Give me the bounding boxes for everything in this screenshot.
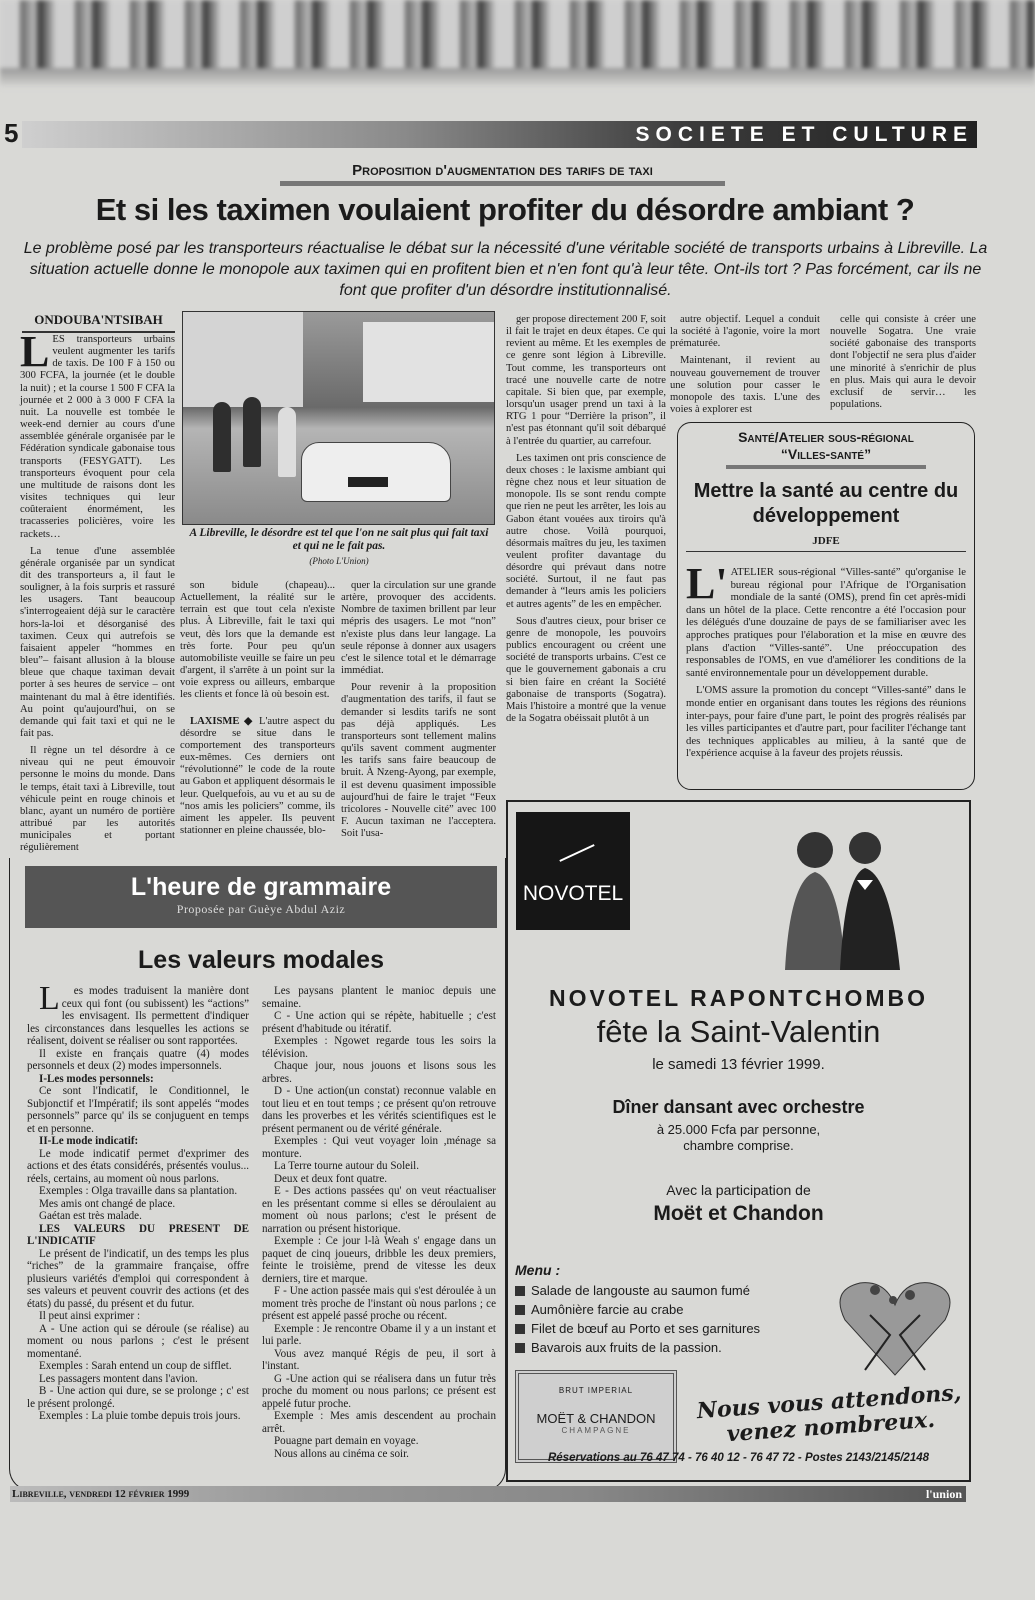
paragraph: Exemples : La pluie tombe depuis trois jours.	[39, 1410, 241, 1422]
menu-item: Bavarois aux fruits de la passion.	[515, 1340, 722, 1355]
paragraph: Gaétan est très malade.	[39, 1210, 142, 1222]
ad-participation: Avec la participation de	[666, 1182, 811, 1198]
ad-slogan: Nous vous attendons, venez nombreux.	[696, 1379, 963, 1448]
ad-dinner: Dîner dansant avec orchestre	[612, 1097, 865, 1117]
ad-price: à 25.000 Fcfa par personne,	[656, 1122, 821, 1137]
paragraph: Les modes traduisent la manière dont ceux qui font (ou subissent) les “actions” les envisagent. Ils permettent d'indiquer les circonstances dans lesquelles les actions se réalisent, doivent se réaliser ou sont rapportées.	[27, 980, 249, 1047]
paragraph: Il peut ainsi exprimer :	[39, 1310, 141, 1322]
menu-item: Aumônière farcie au crabe	[515, 1302, 683, 1317]
paragraph: ger propose directement 200 F, soit il fait le trajet en deux étapes. Ce qui revient au même. Et les exemples de ce genre sont légion à Libreville. Tout comme, les transporteurs ont tracé une nouvelle carte de notre capitale. Si bien que, par exemple, lorsqu'un usager prend un taxi à la RTG 1 pour “Derrière la prison”, il n'est pas étonnant qu'il soit débarqué à l'entrée du quartier, au carrefour.	[506, 314, 666, 447]
subhead-laxisme: LAXISME ◆	[190, 715, 255, 727]
article-column-3	[341, 580, 496, 845]
ad-price-note: chambre comprise.	[683, 1138, 794, 1153]
article-kicker: Proposition d'augmentation des tarifs de taxi	[280, 162, 725, 186]
paragraph: quer la circulation sur une grande artère, provoquer des accidents. Nombre de taximen brillent par leur mépris des usagers. Le mot “non” n'existe plus dans leur langage. La seule réponse à donner aux usagers c'est le silence total et le démarrage immédiat.	[341, 580, 496, 677]
paragraph: Nous allons au cinéma ce soir.	[274, 1447, 409, 1460]
article-column-1	[20, 327, 175, 860]
photo-credit: (Photo L'Union)	[309, 556, 369, 566]
paragraph: Les taximen ont pris conscience de deux choses : le laxisme ambiant qui règne chez nous et leur situation de monopole. Ils se sont rendu compte que rien ne peut les arrêter, les lois au Gabon étant vouées aux tiroirs qu'à autre chose. Voilà pourquoi, désormais maîtres du jeu, les taximen veulent profiter davantage du désordre qui prévaut dans notre société. Surtout, il ne faut pas demander à “leurs amis les policiers et autres agents” de les en empêcher.	[506, 452, 666, 610]
paragraph: L'ATELIER sous-régional “Villes-santé” qu'organise le bureau régional pour l'Afrique de l'Organisation mondiale de la santé (OMS), prend fin cet après-midi dans un hôtel de la place. Cette rencontre a été l'occasion pour les délégués d'une douzaine de pays de se familiariser avec les approches pratiques pour l'élaboration et la mise en œuvre des plans d'action “Villes-santé”. Une préoccupation des responsables de l'OMS, en vue d'améliorer les conditions de la santé environnementale pour un développement durable.	[686, 559, 966, 679]
paragraph: Les paysans plantent le manioc depuis une semaine.	[262, 985, 496, 1010]
paragraph: G -Une action qui se réalisera dans un futur très proche du moment ou nous parlons; ce présent est appelé futur proche.	[262, 1372, 496, 1410]
paragraph: I-Les modes personnels:	[39, 1072, 154, 1085]
paragraph: celle qui consiste à créer une nouvelle Sogatra. Une vraie société gabonaise des transports dont l'objectif ne sera plus d'aider une minorité à s'enrichir de plus en plus. Mais qui aura le devoir exclusif de servir… les populations.	[830, 314, 976, 411]
paragraph: Le présent de l'indicatif, un des temps les plus “riches” de la grammaire française, offre plusieurs variétés d'emploi qui correspondent à ses valeurs et peuvent couvrir des actions (et des états) du passé, du présent et du futur.	[27, 1247, 249, 1310]
novotel-logo: NOVOTEL	[516, 812, 630, 930]
grammar-title: L'heure de grammaire	[130, 873, 392, 901]
scan-edge	[0, 0, 1035, 78]
paragraph: Sous d'autres cieux, pour briser ce genre de monopole, les pouvoirs publics encouragent ou créent une société de transports urbains. C'est ce que le gouvernement gabonais a cru si bien faire en créant la Société gabonaise de transports (Sogatra). Mais l'histoire a montré que la venue de la Sogatra obéissait plutôt à un	[506, 615, 666, 724]
paragraph: Il règne un tel désordre à ce niveau qui ne peut émouvoir personne le moins du monde. Dans le temps, était taxi à Libreville, tout véhicule peint en rouge chinois et blanc, ayant un numéro de portière attribué par les autorités municipales et portant régulièrement	[20, 745, 175, 854]
paragraph: son bidule (chapeau)... Actuellement, la réalité sur le terrain est que tout cela n'existe plus. À Libreville, fait le taxi qui veut, dès lors que la demande est très forte. Pour peu qu'un automobiliste veuille se faire un peu d'argent, il s'arrête à un point sur la voie express ou ailleurs, embarque les clients et fonce là où besoin est.	[180, 580, 335, 701]
paragraph: La tenue d'une assemblée générale organisée par un syndicat dit des transporteurs a, il faut le souligner, à la fois surpris et rassuré les usagers. Tant beaucoup s'interrogeaient déjà sur le caractère hors-la-loi et désorganisé des taximen. Ceux qui autrefois se faisaient appeler “hommes en bleu”– faisant allusion à la blouse bleue que chaque taximan devait porter à ses heures de service – ont maintenant du mal à être identifiés. Au point qu'aujourd'hui, on se demande qui fait taxi et qui ne le fait pas.	[20, 545, 175, 739]
paragraph: Exemple : Ce jour l-là Weah s' engage dans un paquet de cinq joueurs, dribble les deux premiers, feinte le troisième, prend de vitesse les deux derniers, tire et marque.	[262, 1235, 496, 1285]
footer-dateline: Libreville, vendredi 12 février 1999	[12, 1488, 190, 1500]
sante-kicker: Santé/Atelier sous-régional “Villes-santé”	[726, 429, 926, 469]
paragraph: II-Le mode indicatif:	[39, 1135, 139, 1147]
paragraph: La Terre tourne autour du Soleil.	[274, 1160, 420, 1172]
section-rubric: SOCIETE ET CULTURE	[22, 121, 977, 148]
article-standfirst: Le problème posé par les transporteurs réactualise le débat sur la nécessité d'une véritable société de transports urbains à Libreville. La situation actuelle donne le monopole aux taximen qui en profitent bien et n'en font qu'à leur tête. Ont-ils tort ? Pas forcément, car ils ne font que profiter d'un désordre institutionnalisé.	[23, 240, 988, 299]
sante-byline: JDFE	[686, 535, 966, 552]
paragraph: Vous avez manqué Régis de peu, il sort à l'instant.	[262, 1347, 496, 1372]
paragraph: Mes amis ont changé de place.	[39, 1197, 176, 1210]
paragraph: Il existe en français quatre (4) modes personnels et deux (2) modes impersonnels.	[27, 1047, 249, 1072]
paragraph: C - Une action qui se répète, habituelle ; c'est présent d'habitude ou itératif.	[262, 1010, 496, 1035]
paragraph: L'OMS assure la promotion du concept “Villes-santé” dans le monde entier en organisant dans toutes les régions des réunions inter-pays, pour faire d'une part, le point des progrès réalisés par les villes participantes et d'autre part, pour faciliter l'échange tant des techniques applicables au milieu, à la santé que de l'expérience acquise à la faveur des projets réussis.	[686, 684, 966, 760]
article-column-2	[180, 580, 335, 842]
paragraph: Le mode indicatif permet d'exprimer des actions et des états considérés, présentés voulus... réels, certains, au moment où nous parlons.	[27, 1147, 249, 1185]
page-number: 5	[4, 118, 19, 148]
paragraph: Exemples : Olga travaille dans sa plantation.	[39, 1185, 238, 1197]
grammar-title-band	[25, 866, 497, 928]
grammar-subtitle: Proposée par Guèye Abdul Aziz	[176, 902, 346, 916]
taxi-photo	[182, 311, 495, 525]
menu-item: Salade de langouste au saumon fumé	[515, 1283, 750, 1298]
grammar-headline: Les valeurs modales	[138, 946, 384, 974]
paragraph: Maintenant, il revient au nouveau gouvernement de trouver une solution pour casser le monopole des taxis. L'une des voies à explorer est	[670, 355, 820, 416]
sante-headline: Mettre la santé au centre du développement	[693, 480, 959, 527]
heart-glasses-icon	[835, 1275, 955, 1380]
sante-body	[686, 559, 966, 760]
sante-article-box	[677, 422, 975, 790]
grammar-column-a	[27, 980, 249, 1423]
paragraph: F - Une action passée mais qui s'est déroulée à un moment très proche de l'instant où nous parlons ; ce présent est appelé passé proche ou récent.	[262, 1285, 496, 1322]
label-brand: MOËT & CHANDON	[536, 1411, 656, 1426]
paragraph: Exemples : Ngowet regarde tous les soirs la télévision.	[262, 1035, 496, 1060]
paragraph: LES transporteurs urbains veulent augmenter les tarifs de taxis. De 100 F à 150 ou 300 FCFA, la journée (et le double la nuit) ; et la course 1 500 F CFA la journée et 2 000 à 3 000 F CFA la nuit. La nouvelle est tombée le week-end dernier au cours d'une assemblée générale organisée par le Fédération syndicale gabonaise tous transports (FESYGATT). Les transporteurs évoquent pour cela une multitude de raisons dont les visites techniques qui leur coûteraient énormément, les tracasseries policières, voire les rackets…	[20, 327, 175, 540]
paragraph: A - Une action qui se déroule (se réalise) au moment ou nous parlons ; c'est le présent momentané.	[27, 1322, 249, 1360]
article-column-6	[830, 314, 976, 416]
paragraph: LES VALEURS DU PRESENT DE L'INDICATIF	[27, 1222, 249, 1247]
ad-date: le samedi 13 février 1999.	[652, 1056, 825, 1073]
ad-hotel-name: NOVOTEL RAPONTCHOMBO	[548, 985, 929, 1011]
menu-item: Filet de bœuf au Porto et ses garnitures	[515, 1321, 760, 1336]
footer-paper-name: l'union	[925, 1487, 962, 1501]
label-sub: CHAMPAGNE	[561, 1426, 631, 1435]
paragraph: Pour revenir à la proposition d'augmentation des tarifs, il faut se demander si lesdits tarifs ne sont pas déjà appliqués. Les transporteurs sont tellement malins qu'ils savent comment augmenter les tarifs sans faire beaucoup de bruit. À Nzeng-Ayong, par exemple, il est devenu quasiment impossible aujourd'hui de faire le trajet “Feux tricolores - Nouvelle cité” avec 100 F. Aucun taximan ne l'acceptera. Soit l'usa-	[341, 682, 496, 840]
page-footer	[10, 1486, 966, 1502]
article-column-5	[670, 314, 820, 421]
couple-illustration	[765, 810, 915, 970]
ad-event: fête la Saint-Valentin	[596, 1014, 881, 1049]
column-2-paragraphs	[180, 580, 335, 702]
paragraph: E - Des actions passées qu' on veut réactualiser en les présentant comme si elles se déroulaient au moment où nous parlons; c'est le présent de narration ou présent historique.	[262, 1185, 496, 1235]
article-byline: ONDOUBA'NTSIBAH	[22, 312, 175, 333]
paragraph: Les passagers montent dans l'avion.	[39, 1372, 198, 1385]
article-headline: Et si les taximen voulaient profiter du désordre ambiant ?	[95, 192, 915, 227]
paragraph: autre objectif. Lequel a conduit la société à l'agonie, voire la mort prématurée.	[670, 314, 820, 350]
paragraph: Exemples : Sarah entend un coup de sifflet.	[39, 1360, 232, 1372]
paragraph: Deux et deux font quatre.	[274, 1172, 388, 1185]
paragraph: Exemple : Mes amis descendent au prochain arrêt.	[262, 1410, 496, 1435]
paragraph: Pouagne part demain en voyage.	[274, 1435, 419, 1447]
label-top: BRUT IMPERIAL	[558, 1386, 634, 1395]
photo-caption: A Libreville, le désordre est tel que l'on ne sait plus qui fait taxi et qui ne le fait pas.	[189, 527, 489, 552]
paragraph: Exemple : Je rencontre Obame il y a un instant et lui parle.	[262, 1322, 496, 1347]
ad-sponsor: Moët et Chandon	[653, 1202, 824, 1225]
column-2-paragraph: L'autre aspect du désordre se situe dans le comportement des transporteurs eux-mêmes. Ces derniers ont “révolutionné” le code de la route au Gabon et appliquent désormais le leur. Quelquefois, au vu et au su de “nos amis les policiers” comme, ils aiment les appeler. Ils peuvent stationner en pleine chaussée, blo-	[180, 715, 335, 836]
ad-reservations: Réservations au 76 47 74 - 76 40 12 - 76 47 72 - Postes 2143/2145/2148	[547, 1452, 930, 1464]
paragraph: D - Une action(un constat) reconnue valable en tout lieu et en tout temps ; ce présent qu'on retrouve dans les proverbes et les vérités scientifiques est le présent permanent ou de vérité générale.	[262, 1085, 496, 1135]
paragraph: Exemples : Qui veut voyager loin ,ménage sa monture.	[262, 1135, 496, 1160]
grammar-column-b	[262, 985, 496, 1460]
champagne-label	[515, 1370, 677, 1463]
paragraph: Ce sont l'Indicatif, le Conditionnel, le Subjonctif et l'Impératif; ils sont appelés “modes personnels” parce qu' ils se conjuguent en temps et en personne.	[27, 1085, 249, 1135]
article-column-4	[506, 314, 666, 730]
paragraph: Chaque jour, nous jouons et lisons sous les arbres.	[262, 1060, 496, 1085]
paragraph: B - Une action qui dure, se se prolonge ; c' est le présent prolongé.	[27, 1385, 249, 1410]
menu-title: Menu :	[515, 1262, 561, 1278]
